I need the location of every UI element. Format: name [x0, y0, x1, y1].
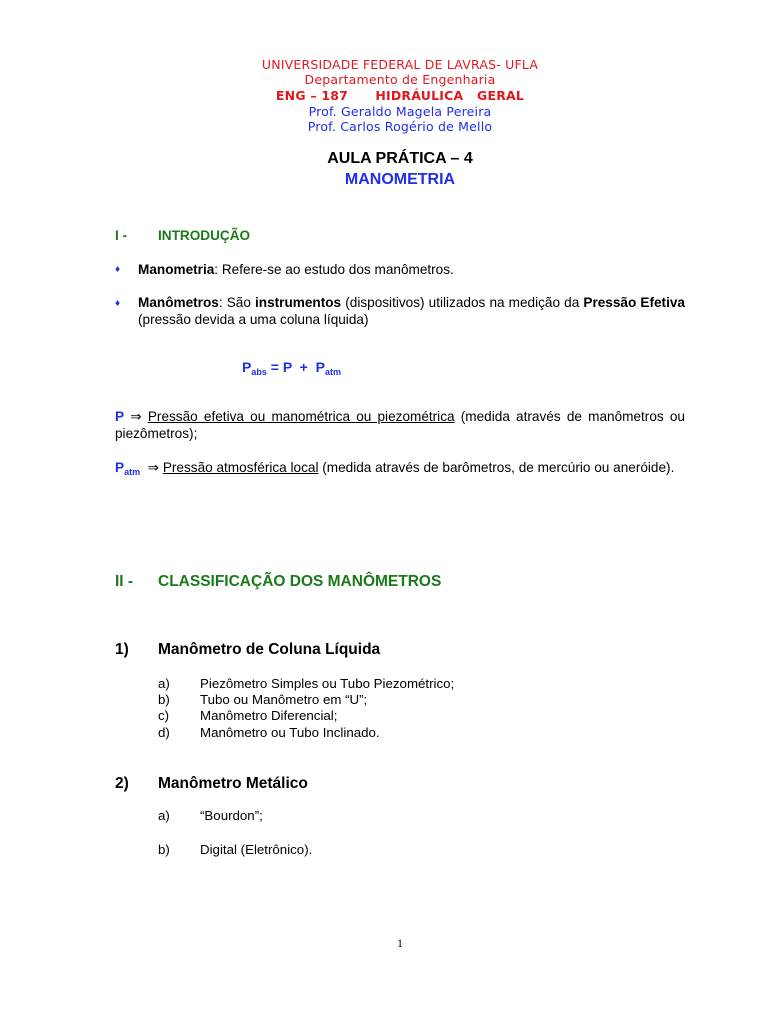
- professor-1: Prof. Geraldo Magela Pereira: [308, 104, 492, 119]
- list-marker: a): [158, 808, 170, 823]
- section-1-title: INTRODUÇÃO: [158, 228, 251, 243]
- lesson-title: AULA PRÁTICA – 4: [327, 150, 473, 167]
- symbol-patm: P: [115, 460, 125, 475]
- text-fragment: (medida através de barômetros, de mercúrio ou aneróide).: [318, 460, 675, 475]
- list-marker: b): [158, 842, 170, 857]
- implies-icon: ⇒: [124, 409, 148, 424]
- symbol-sub-atm: atm: [124, 467, 141, 477]
- list-item: [158, 676, 558, 692]
- list-item: [158, 808, 558, 824]
- bullet-manometros: [138, 294, 685, 328]
- lesson-subject: MANOMETRIA: [344, 171, 456, 188]
- term-manometros: Manômetros: [138, 295, 219, 310]
- text-fragment: (pressão devida a uma coluna líquida): [138, 312, 369, 327]
- term-pressao-efetiva-def: Pressão efetiva ou manométrica ou piezométrica: [147, 409, 455, 424]
- formula-p: P: [242, 359, 252, 375]
- list-text: Digital (Eletrônico).: [200, 842, 313, 857]
- list-marker: d): [158, 725, 170, 740]
- professor-2: Prof. Carlos Rogério de Mello: [307, 119, 493, 134]
- text-fragment: : São: [218, 295, 256, 310]
- subsection-1-heading: [115, 641, 615, 661]
- term-manometria: Manometria: [138, 262, 215, 277]
- list-text: Piezômetro Simples ou Tubo Piezométrico;: [200, 676, 455, 691]
- implies-icon: ⇒: [140, 460, 163, 475]
- section-1-number: I -: [115, 228, 128, 243]
- list-marker: a): [158, 676, 170, 691]
- course-code: ENG – 187 HIDRÁULICA GERAL: [275, 88, 525, 103]
- section-2-heading: [115, 573, 615, 593]
- university-name: UNIVERSIDADE FEDERAL DE LAVRAS- UFLA: [261, 57, 539, 72]
- definition-manometria: : Refere-se ao estudo dos manômetros.: [214, 262, 454, 277]
- text-fragment: (medida através de manômetros ou piezômetros);: [115, 409, 685, 441]
- subsection-1-title: Manômetro de Coluna Líquida: [158, 641, 381, 658]
- list-text: Tubo ou Manômetro em “U”;: [200, 692, 368, 707]
- bullet-icon: ♦: [115, 298, 121, 309]
- list-marker: c): [158, 708, 170, 723]
- department-name: Departamento de Engenharia: [304, 72, 496, 87]
- formula-sub-abs: abs: [251, 367, 267, 377]
- list-marker: b): [158, 692, 170, 707]
- bullet-icon: ♦: [115, 264, 121, 275]
- page-number: 1: [397, 936, 403, 950]
- formula-pabs: [242, 359, 341, 377]
- subsection-2-title: Manômetro Metálico: [158, 775, 308, 792]
- list-item: [158, 725, 558, 741]
- definition-patm: [115, 459, 685, 481]
- list-item: [158, 708, 558, 724]
- list-text: Manômetro ou Tubo Inclinado.: [200, 725, 380, 740]
- subsection-2-number: 2): [115, 775, 129, 792]
- formula-sub-atm: atm: [324, 367, 341, 377]
- list-text: “Bourdon”;: [200, 808, 263, 823]
- term-pressao-atmosferica: Pressão atmosférica local: [162, 460, 319, 475]
- subsection-1-number: 1): [115, 641, 129, 658]
- list-text: Manômetro Diferencial;: [200, 708, 338, 723]
- section-2-number: II -: [115, 573, 134, 590]
- term-instrumentos: instrumentos: [255, 295, 342, 310]
- list-item: [158, 692, 558, 708]
- subsection-2-heading: [115, 775, 615, 795]
- bullet-manometria: [138, 261, 688, 278]
- definition-p: [115, 408, 685, 442]
- section-1-heading: [115, 227, 515, 245]
- list-item: [158, 842, 558, 858]
- formula-mid: = P + P: [266, 359, 325, 375]
- symbol-p: P: [115, 409, 125, 424]
- text-fragment: (dispositivos) utilizados na medição da: [341, 295, 584, 310]
- section-2-title: CLASSIFICAÇÃO DOS MANÔMETROS: [158, 573, 442, 590]
- term-pressao-efetiva: Pressão Efetiva: [583, 295, 685, 310]
